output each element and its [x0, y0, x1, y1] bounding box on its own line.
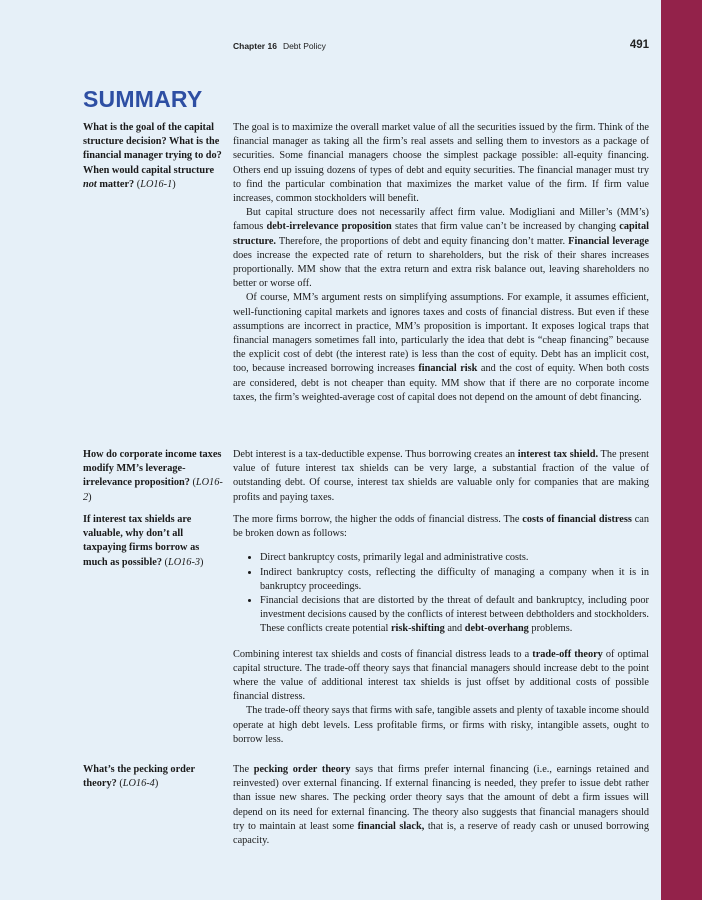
paragraph: The trade-off theory says that firms with safe, tangible assets and plenty of taxable income should operate at high debt levels. Less profitable firms, or firms with risky, intangible assets, ought to borrow less.: [233, 705, 649, 745]
question-corporate-taxes: How do corporate income taxes modify MM’s leverage-irrelevance proposition? (LO16-2): [83, 449, 223, 503]
list-item: • Financial decisions that are distorted by the threat of default and bankruptcy, including poor investment decisions caused by the conflicts of interest between debtholders and stockholders. These conflicts create potential risk-shifting and debt-overhang problems.: [260, 594, 649, 637]
learning-objective: (LO16-2): [83, 477, 223, 503]
learning-objective: (LO16-1): [136, 178, 176, 190]
chapter-label: Chapter 16: [233, 41, 277, 51]
chapter-title: Debt Policy: [282, 41, 326, 51]
side-color-bar: [661, 0, 702, 900]
answer-financial-distress: [233, 513, 649, 747]
paragraph: Combining interest tax shields and costs of financial distress leads to a trade-off theory of optimal capital structure. The trade-off theory says that financial managers should increase debt to the point where the value of additional interest tax shields is just offset by additional costs of possible financial distress.: [233, 648, 649, 703]
learning-objective: (LO16-4): [119, 778, 159, 790]
question-financial-distress: If interest tax shields are valuable, why don’t all taxpaying firms borrow as much as possible? (LO16-3): [83, 514, 204, 568]
answer-corporate-taxes: [233, 448, 649, 505]
list-item: • Indirect bankruptcy costs, reflecting the difficulty of managing a company when it is in bankruptcy proceedings.: [260, 566, 649, 594]
answer-pecking-order: [233, 763, 649, 848]
summary-heading: SUMMARY: [83, 86, 203, 112]
list-item: • Direct bankruptcy costs, primarily legal and administrative costs.: [260, 551, 649, 565]
question-goal-capital-structure: What is the goal of the capital structure decision? What is the financial manager trying to do? When would capital structure not matter? (LO16-1): [83, 122, 222, 190]
paragraph: The pecking order theory says that firms prefer internal financing (i.e., earnings retained and reinvested) over external financing. If external financing is needed, they prefer to issue debt rather than issue new shares. The pecking order theory says that the amount of debt a firm issues will depend on its need for external financing. The theory also suggests that financial managers should try to maintain at least some financial slack, that is, a reserve of ready cash or unused borrowing capacity.: [233, 764, 649, 847]
question-pecking-order: What’s the pecking order theory? (LO16-4): [83, 764, 195, 790]
answer-goal-capital-structure: [233, 121, 649, 405]
paragraph: But capital structure does not necessarily affect firm value. Modigliani and Miller’s (MM’s) famous debt-irrelevance proposition states that firm value can’t be increased by changing capital structure. Therefore, the proportions of debt and equity financing don’t matter. Financial leverage does increase the expected rate of return to shareholders, but the risk of their shares increases proportionally. MM show that the extra return and extra risk balance out, leaving shareholders no better or worse off.: [233, 207, 649, 290]
paragraph: Debt interest is a tax-deductible expense. Thus borrowing creates an interest tax shield. The present value of future interest tax shields can be very large, a substantial fraction of the value of outstanding debt. Of course, interest tax shields are valuable only for companies that are making profits and paying taxes.: [233, 449, 649, 503]
running-head: [233, 41, 649, 55]
page-number: 491: [629, 39, 649, 51]
paragraph: The goal is to maximize the overall market value of all the securities issued by the firm. Think of the financial manager as taking all the firm’s real assets and selling them to investors as a package of securities. Some financial managers choose the simplest package possible: all-equity financing. Others end up issuing dozens of types of debt and equity securities. The financial manager must try to find the particular combination that maximizes the market value of the firm. If firm value increases, common stockholders will benefit.: [233, 122, 649, 205]
paragraph: Of course, MM’s argument rests on simplifying assumptions. For example, it assumes efficient, well-functioning capital markets and ignores taxes and costs of financial distress. But even if these assumptions are incorrect in practice, MM’s proposition is important. It exposes logical traps that financial managers sometimes fall into, particularly the idea that debt is “cheap financing” because the explicit cost of debt (the interest rate) is less than the cost of equity. Debt has an implicit cost, too, because increased borrowing increases financial risk and the cost of equity. When both costs are considered, debt is not cheaper than equity. MM show that if there are no corporate income taxes, the firm’s weighted-average cost of capital does not depend on the amount of debt financing.: [233, 292, 649, 403]
distress-cost-list: [233, 551, 649, 636]
learning-objective: (LO16-3): [164, 556, 204, 568]
paragraph: The more firms borrow, the higher the odds of financial distress. The costs of financial distress can be broken down as follows:: [233, 514, 649, 540]
